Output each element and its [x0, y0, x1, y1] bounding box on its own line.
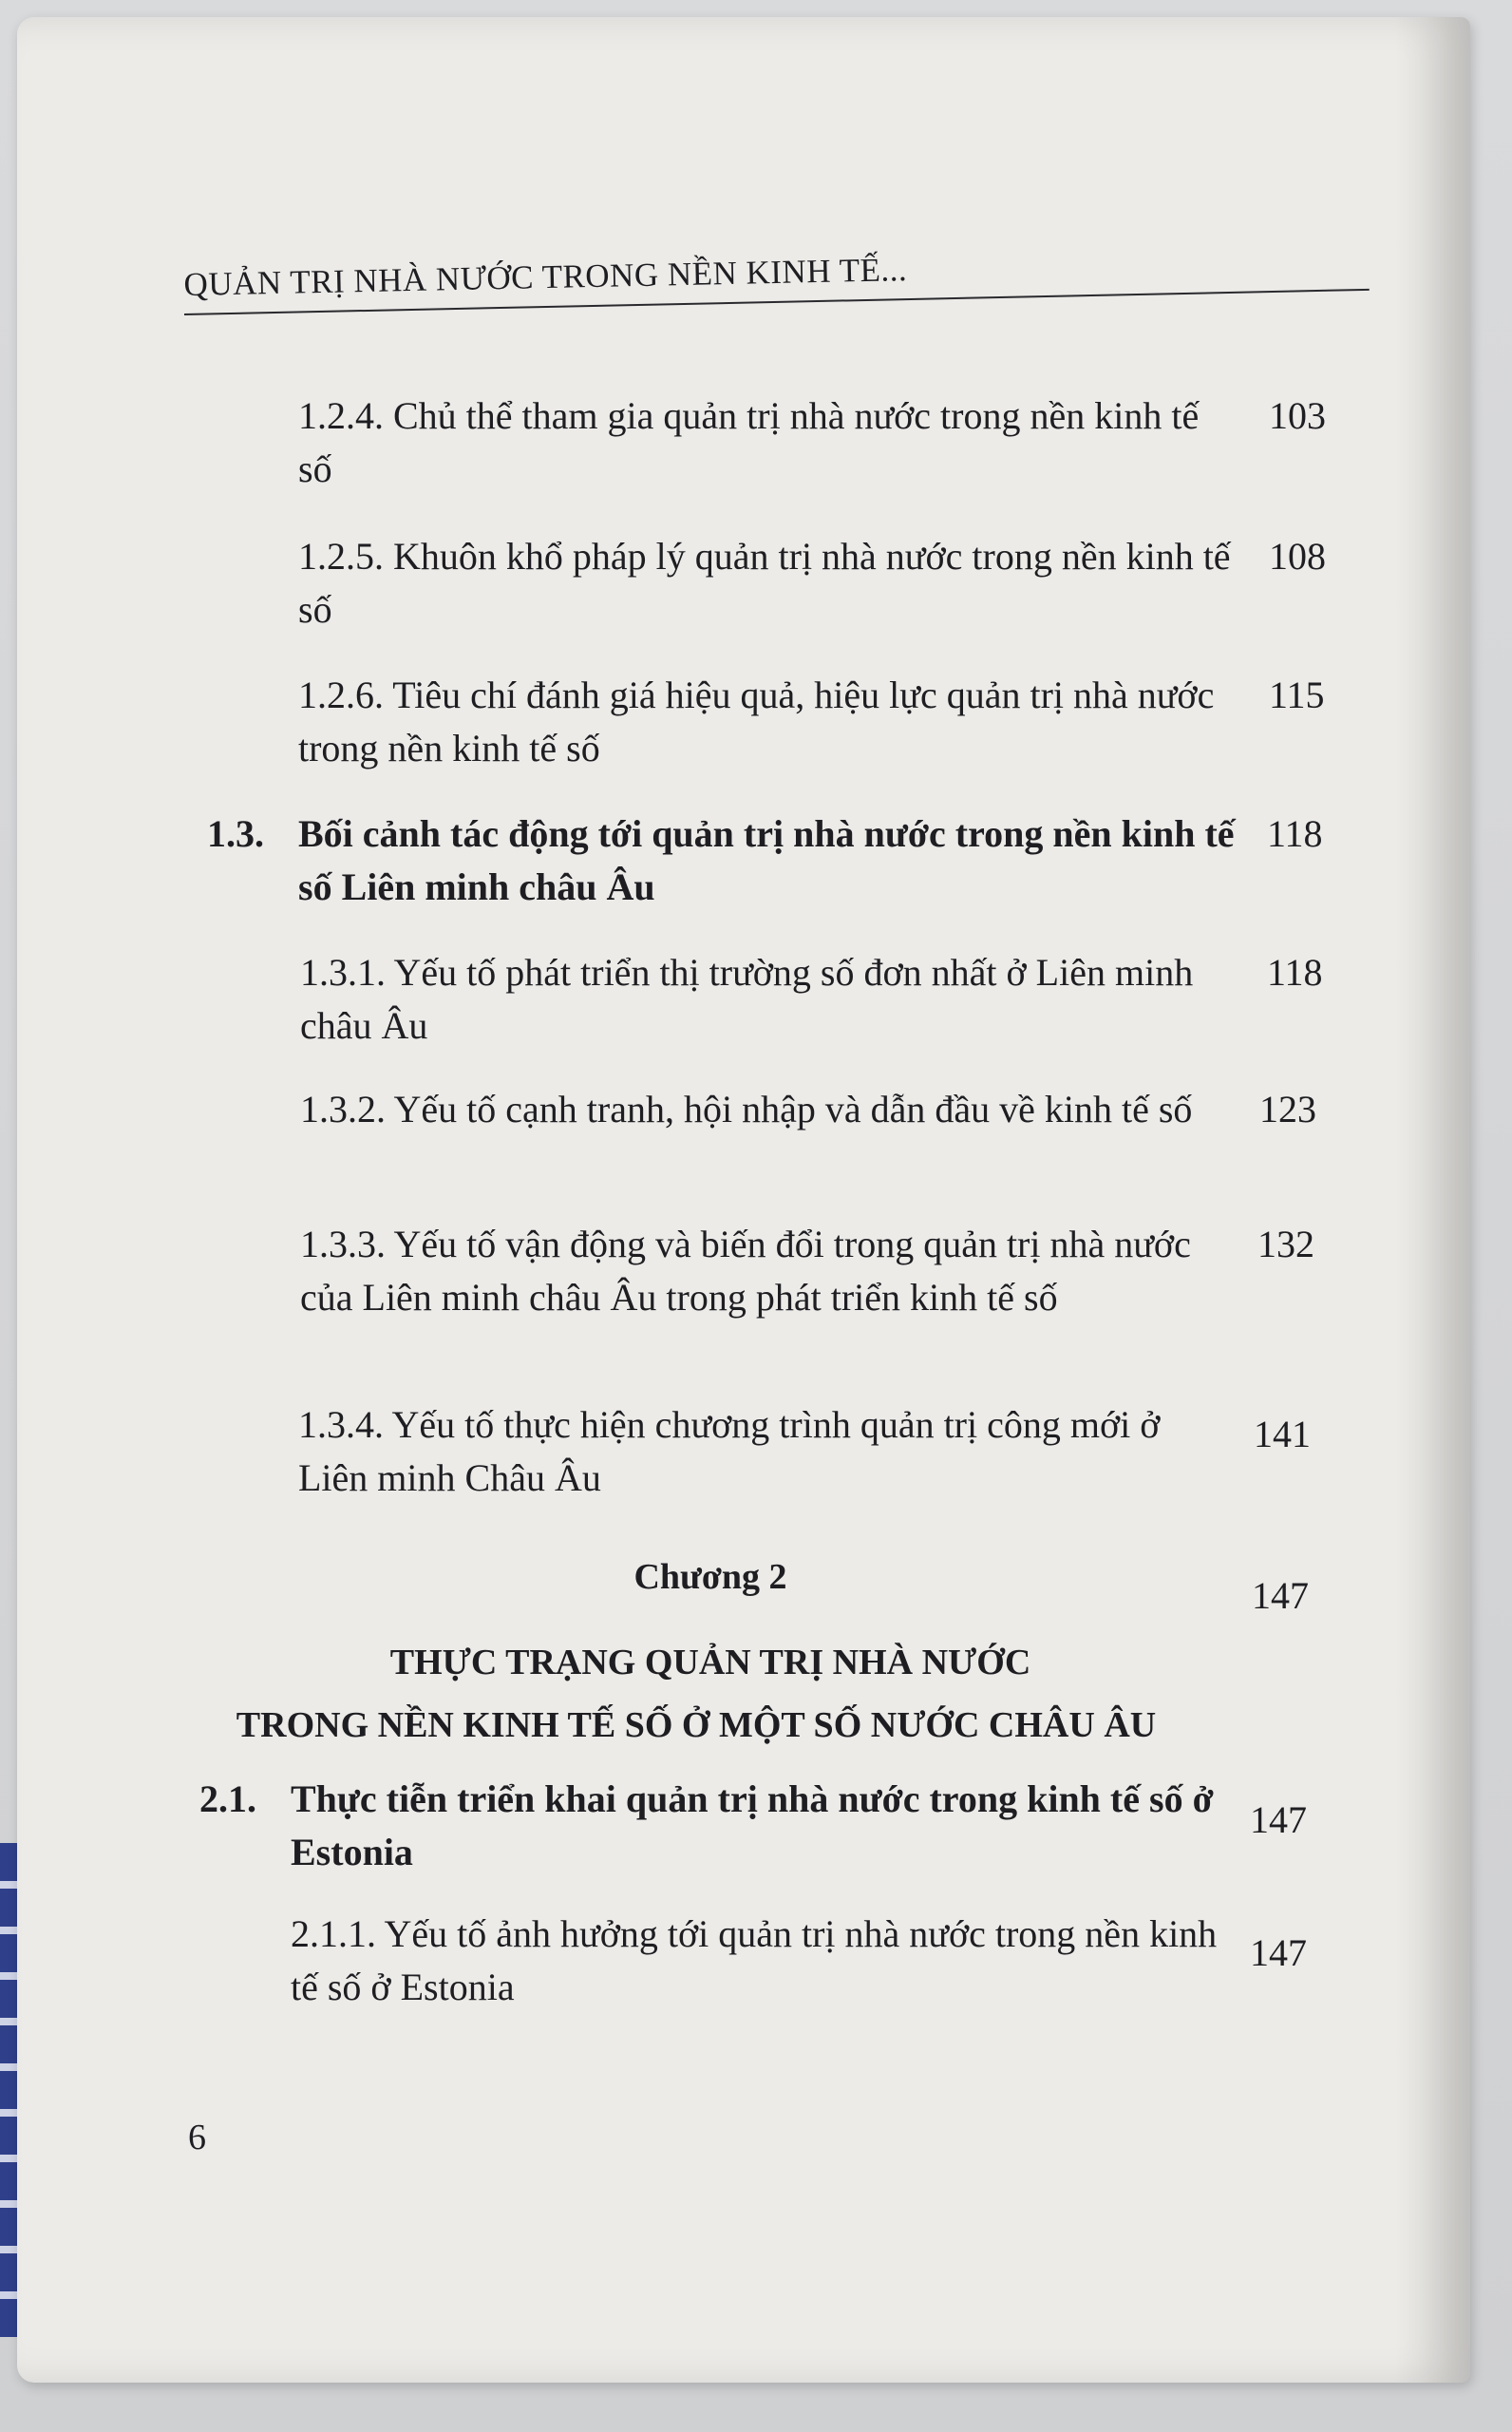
toc-entry-page: 147 — [1250, 1931, 1307, 1974]
book-page — [17, 17, 1470, 2383]
toc-entry-title: 1.3.2. Yếu tố cạnh tranh, hội nhập và dẫn đầu về kinh tế số — [300, 1088, 1193, 1130]
toc-entry-title: 1.2.6. Tiêu chí đánh giá hiệu quả, hiệu lực quản trị nhà nước trong nền kinh tế số — [298, 674, 1215, 770]
toc-entry-page: 123 — [1259, 1088, 1316, 1130]
toc-entry-title: Bối cảnh tác động tới quản trị nhà nước trong nền kinh tế số Liên minh châu Âu — [298, 812, 1235, 908]
chapter-label: Chương 2 — [633, 1557, 787, 1597]
toc-entry-page: 118 — [1267, 812, 1323, 855]
toc-entry-page: 115 — [1269, 674, 1325, 716]
toc-entry-page: 132 — [1257, 1223, 1314, 1265]
toc-entry-title: 1.2.5. Khuôn khổ pháp lý quản trị nhà nước trong nền kinh tế số — [298, 535, 1231, 631]
toc-section-number: 2.1. — [199, 1777, 256, 1820]
toc-entry-page: 103 — [1269, 394, 1326, 437]
toc-entry-title: 1.3.3. Yếu tố vận động và biến đổi trong quản trị nhà nước của Liên minh châu Âu trong phát triển kinh tế số — [300, 1223, 1191, 1319]
toc-entry-title: Thực tiễn triển khai quản trị nhà nước trong kinh tế số ở Estonia — [291, 1777, 1214, 1873]
toc-entry-title: 1.2.4. Chủ thể tham gia quản trị nhà nước trong nền kinh tế số — [298, 394, 1200, 490]
toc-entry-page: 147 — [1250, 1798, 1307, 1841]
page-shadow — [1394, 17, 1470, 2383]
running-head: QUẢN TRỊ NHÀ NƯỚC TRONG NỀN KINH TẾ... — [183, 251, 908, 304]
toc-entry-page: 108 — [1269, 535, 1326, 578]
toc-entry-title: 1.3.4. Yếu tố thực hiện chương trình quản trị công mới ở Liên minh Châu Âu — [298, 1403, 1161, 1499]
chapter-page: 147 — [1252, 1574, 1309, 1617]
toc-section-number: 1.3. — [207, 812, 264, 855]
toc-entry-title: 1.3.1. Yếu tố phát triển thị trường số đơn nhất ở Liên minh châu Âu — [300, 951, 1194, 1047]
toc-entry-page: 118 — [1267, 951, 1323, 994]
chapter-title-line1: THỰC TRẠNG QUẢN TRỊ NHÀ NƯỚC — [389, 1643, 1031, 1682]
page-number: 6 — [188, 2118, 206, 2157]
toc-entry-page: 141 — [1254, 1413, 1311, 1455]
toc-entry-title: 2.1.1. Yếu tố ảnh hưởng tới quản trị nhà nước trong nền kinh tế số ở Estonia — [291, 1912, 1218, 2008]
chapter-title-line2: TRONG NỀN KINH TẾ SỐ Ở MỘT SỐ NƯỚC CHÂU ÂU — [236, 1705, 1157, 1745]
